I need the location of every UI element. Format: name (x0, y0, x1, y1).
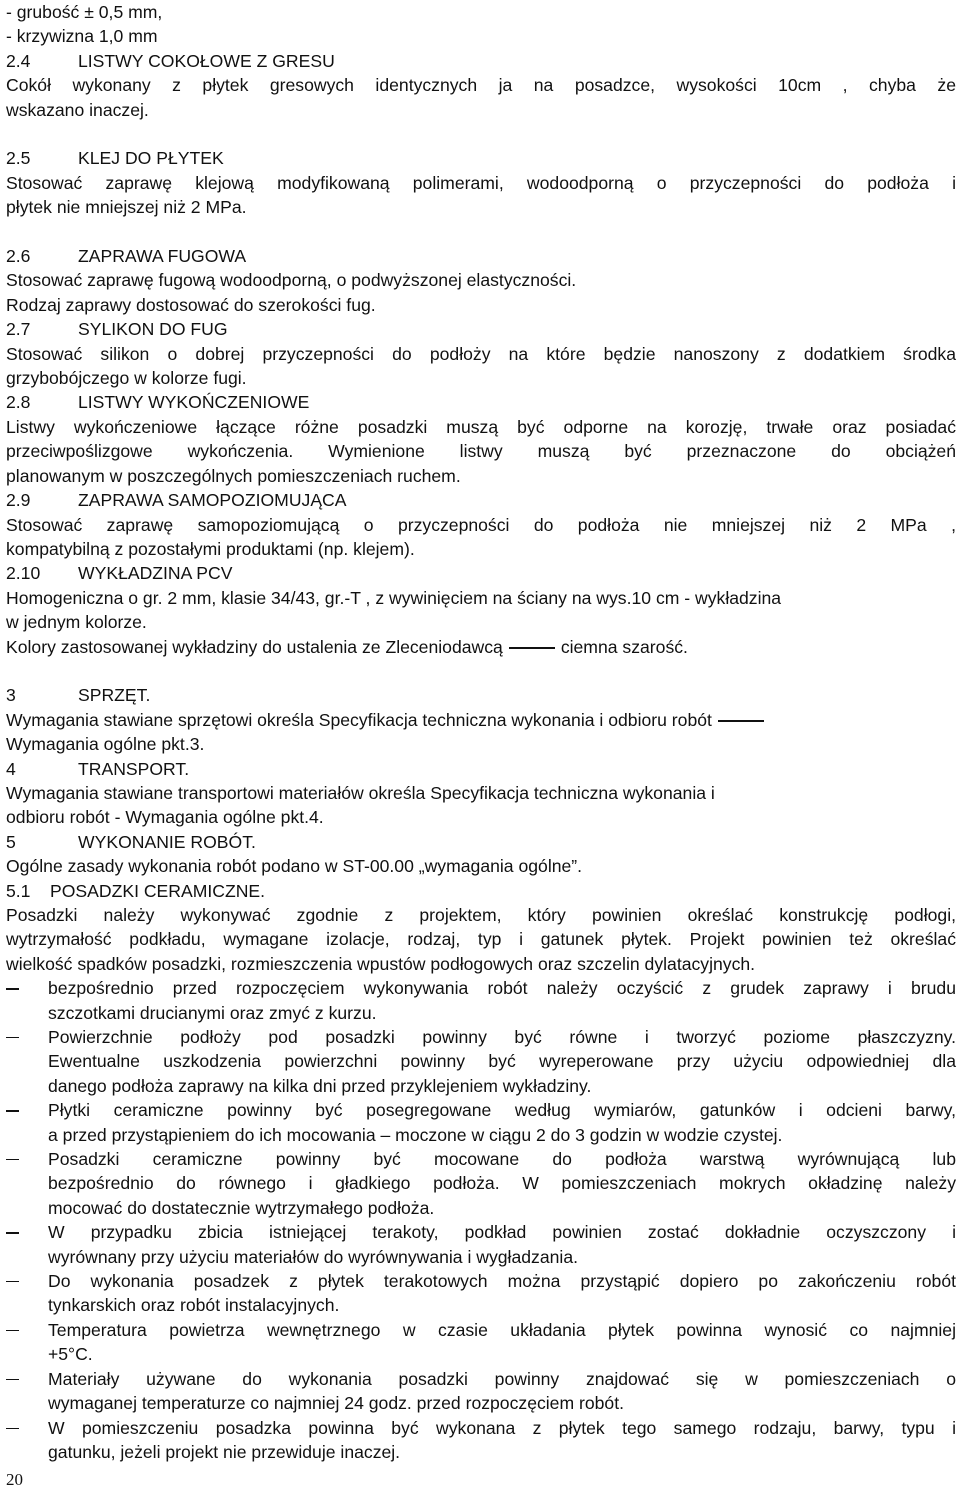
section-title: POSADZKI CERAMICZNE. (50, 880, 266, 901)
dash-bullet-icon (6, 1220, 48, 1269)
dash-bullet-icon (6, 1147, 48, 1220)
section-title: WYKŁADZINA PCV (78, 563, 233, 584)
section-title: ZAPRAWA FUGOWA (78, 246, 247, 267)
paragraph-line: grzybobójczego w kolorze fugi. (6, 368, 247, 389)
list-item-line: Płytki ceramiczne powinny być posegregowane według wymiarów, gatunków i odcieni barwy, (48, 1100, 956, 1121)
section-heading-2-10 (6, 561, 956, 585)
section-number: 5.1 (6, 880, 31, 901)
paragraph-line: Stosować zaprawę klejową modyfikowaną polimerami, wodoodporną o przyczepności do podłoża i (6, 172, 956, 193)
section-number: 2.9 (6, 490, 31, 511)
dash-bullet-icon (6, 1025, 48, 1098)
paragraph-line: Stosować zaprawę fugową wodoodporną, o podwyższonej elastyczności. (6, 270, 577, 291)
paragraph-line: Rodzaj zaprawy dostosować do szerokości fug. (6, 294, 376, 315)
section-number: 2.8 (6, 392, 31, 413)
section-title: SYLIKON DO FUG (78, 319, 228, 340)
list-item-line: Posadzki ceramiczne powinny być mocowane do podłoża warstwą wyrównującą lub (48, 1149, 956, 1170)
paragraph-line: przeciwpoślizgowe wykończenia. Wymienione listwy muszą być przeznaczone do obciążeń (6, 441, 956, 462)
paragraph-line: Wymagania ogólne pkt.3. (6, 734, 205, 755)
paragraph-line: Cokół wykonany z płytek gresowych identycznych ja na posadzce, wysokości 10cm , chyba że (6, 75, 956, 96)
paragraph-text: Wymagania stawiane sprzętowi określa Specyfikacja techniczna wykonania i odbioru robót (6, 709, 712, 730)
section-heading-2-7 (6, 317, 956, 341)
list-item-line: mocować do dostatecznie wytrzymałego podłoża. (48, 1197, 435, 1218)
section-number: 2.4 (6, 50, 31, 71)
list-item-line: a przed przystąpieniem do ich mocowania – moczone w ciągu 2 do 3 godzin w wodzie czystej. (48, 1124, 783, 1145)
section-title: LISTWY WYKOŃCZENIOWE (78, 392, 310, 413)
list-item (6, 1098, 956, 1147)
section-title: SPRZĘT. (78, 685, 151, 706)
paragraph-line (6, 708, 956, 732)
list-item (6, 1269, 956, 1318)
list-item-line: W przypadku zbicia istniejącej terakoty, podkład powinien zostać dokładnie oczyszczony i (48, 1222, 956, 1243)
document-page (6, 0, 956, 1464)
paragraph-line: Homogeniczna o gr. 2 mm, klasie 34/43, gr.-T , z wywinięciem na ściany na wys.10 cm - wykładzina (6, 587, 782, 608)
list-item (6, 1416, 956, 1465)
section-title: LISTWY COKOŁOWE Z GRESU (78, 50, 335, 71)
section-heading-3 (6, 683, 956, 707)
paragraph-line (6, 635, 956, 659)
list-item-line: Ewentualne uszkodzenia powierzchni powinny być wyreperowane przy użyciu odpowiedniej dla (48, 1051, 956, 1072)
list-item (6, 1220, 956, 1269)
text-line: - krzywizna 1,0 mm (6, 26, 158, 47)
section-number: 3 (6, 685, 16, 706)
paragraph-line: wskazano inaczej. (6, 99, 149, 120)
paragraph-line: Listwy wykończeniowe łączące różne posadzki muszą być odporne na korozję, trwałe oraz posiadać (6, 416, 956, 437)
section-number: 4 (6, 758, 16, 779)
dash-bullet-icon (6, 1098, 48, 1147)
section-title: WYKONANIE ROBÓT. (78, 831, 256, 852)
dash-separator (718, 720, 764, 721)
section-heading-2-8 (6, 390, 956, 414)
list-item-line: W pomieszczeniu posadzka powinna być wykonana z płytek tego samego rodzaju, barwy, typu i (48, 1417, 956, 1438)
dash-bullet-icon (6, 1416, 48, 1465)
list-item-line: wymaganej temperaturze co najmniej 24 godz. przed rozpoczęciem robót. (48, 1393, 624, 1414)
section-heading-4 (6, 757, 956, 781)
section-number: 2.5 (6, 148, 31, 169)
section-number: 2.6 (6, 246, 31, 267)
list-item-line: Do wykonania posadzek z płytek terakotowych można przystąpić dopiero po zakończeniu robót (48, 1271, 956, 1292)
section-heading-5-1 (6, 879, 956, 903)
list-item-line: +5°C. (48, 1344, 93, 1365)
list-item (6, 976, 956, 1025)
section-title: KLEJ DO PŁYTEK (78, 148, 224, 169)
paragraph-line: kompatybilną z pozostałymi produktami (np. klejem). (6, 538, 415, 559)
section-title: ZAPRAWA SAMOPOZIOMUJĄCA (78, 490, 347, 511)
list-item-line: bezpośrednio przed rozpoczęciem wykonywania robót należy oczyścić z grudek zaprawy i brudu (48, 978, 956, 999)
dash-separator (509, 647, 555, 648)
colour-text: Kolory zastosowanej wykładziny do ustalenia ze Zleceniodawcą (6, 636, 503, 657)
list-item-line: szczotkami drucianymi oraz zmyć z kurzu. (48, 1002, 377, 1023)
list-item-line: Powierzchnie podłoży pod posadzki powinny być równe i tworzyć poziome płaszczyzny. (48, 1027, 956, 1048)
list-item-line: bezpośrednio do równego i gładkiego podłoża. W pomieszczeniach mokrych okładzinę należy (48, 1173, 956, 1194)
dash-bullet-icon (6, 1269, 48, 1318)
paragraph-line: Posadzki należy wykonywać zgodnie z projektem, który powinien określać konstrukcję podłogi, (6, 904, 956, 925)
paragraph-line: wytrzymałość podkładu, wymagane izolacje, rodzaj, typ i gatunek płytek. Projekt powinien też określać (6, 929, 956, 950)
list-item-line: Materiały używane do wykonania posadzki powinny znajdować się w pomieszczeniach o (48, 1368, 956, 1389)
text-line: - grubość ± 0,5 mm, (6, 2, 163, 22)
section-number: 5 (6, 831, 16, 852)
list-item (6, 1025, 956, 1098)
dash-bullet-icon (6, 1367, 48, 1416)
list-item-line: gatunku, jeżeli projekt nie przewiduje inaczej. (48, 1441, 401, 1462)
section-heading-2-9 (6, 488, 956, 512)
section-number: 2.10 (6, 563, 41, 584)
list-item (6, 1147, 956, 1220)
paragraph-line: Wymagania stawiane transportowi materiałów określa Specyfikacja techniczna wykonania i (6, 782, 715, 803)
list-item (6, 1367, 956, 1416)
dash-bullet-icon (6, 1318, 48, 1367)
section-heading-2-6 (6, 244, 956, 268)
section-heading-2-5 (6, 146, 956, 170)
paragraph-line: płytek nie mniejszej niż 2 MPa. (6, 197, 247, 218)
list-item (6, 1318, 956, 1367)
list-item-line: wyrównany przy użyciu materiałów do wyrównywania i wygładzania. (48, 1246, 578, 1267)
paragraph-line: w jednym kolorze. (6, 612, 147, 633)
list-item-line: tynkarskich oraz robót instalacyjnych. (48, 1295, 340, 1316)
paragraph-line: planowanym w poszczególnych pomieszczeniach ruchem. (6, 465, 461, 486)
paragraph-line: Stosować silikon o dobrej przyczepności do podłoży na które będzie nanoszony z dodatkiem środka (6, 343, 956, 364)
paragraph-line: odbioru robót - Wymagania ogólne pkt.4. (6, 807, 324, 828)
section-heading-2-4 (6, 49, 956, 73)
colour-value: ciemna szarość. (560, 636, 688, 657)
paragraph-line: Stosować zaprawę samopoziomującą o przyczepności do podłoża nie mniejszej niż 2 MPa , (6, 514, 956, 535)
section-number: 2.7 (6, 319, 31, 340)
paragraph-line: Ogólne zasady wykonania robót podano w ST-00.00 „wymagania ogólne”. (6, 856, 583, 877)
list-item-line: Temperatura powietrza wewnętrznego w czasie układania płytek powinna wynosić co najmniej (48, 1319, 956, 1340)
section-title: TRANSPORT. (78, 758, 190, 779)
dash-bullet-icon (6, 976, 48, 1025)
list-item-line: danego podłoża zaprawy na kilka dni przed przyklejeniem wykładziny. (48, 1075, 592, 1096)
paragraph-line: wielkość spadków posadzki, rozmieszczenia wpustów podłogowych oraz szczelin dylatacyjnych. (6, 953, 756, 974)
page-number: 20 (6, 1470, 23, 1489)
section-heading-5 (6, 830, 956, 854)
